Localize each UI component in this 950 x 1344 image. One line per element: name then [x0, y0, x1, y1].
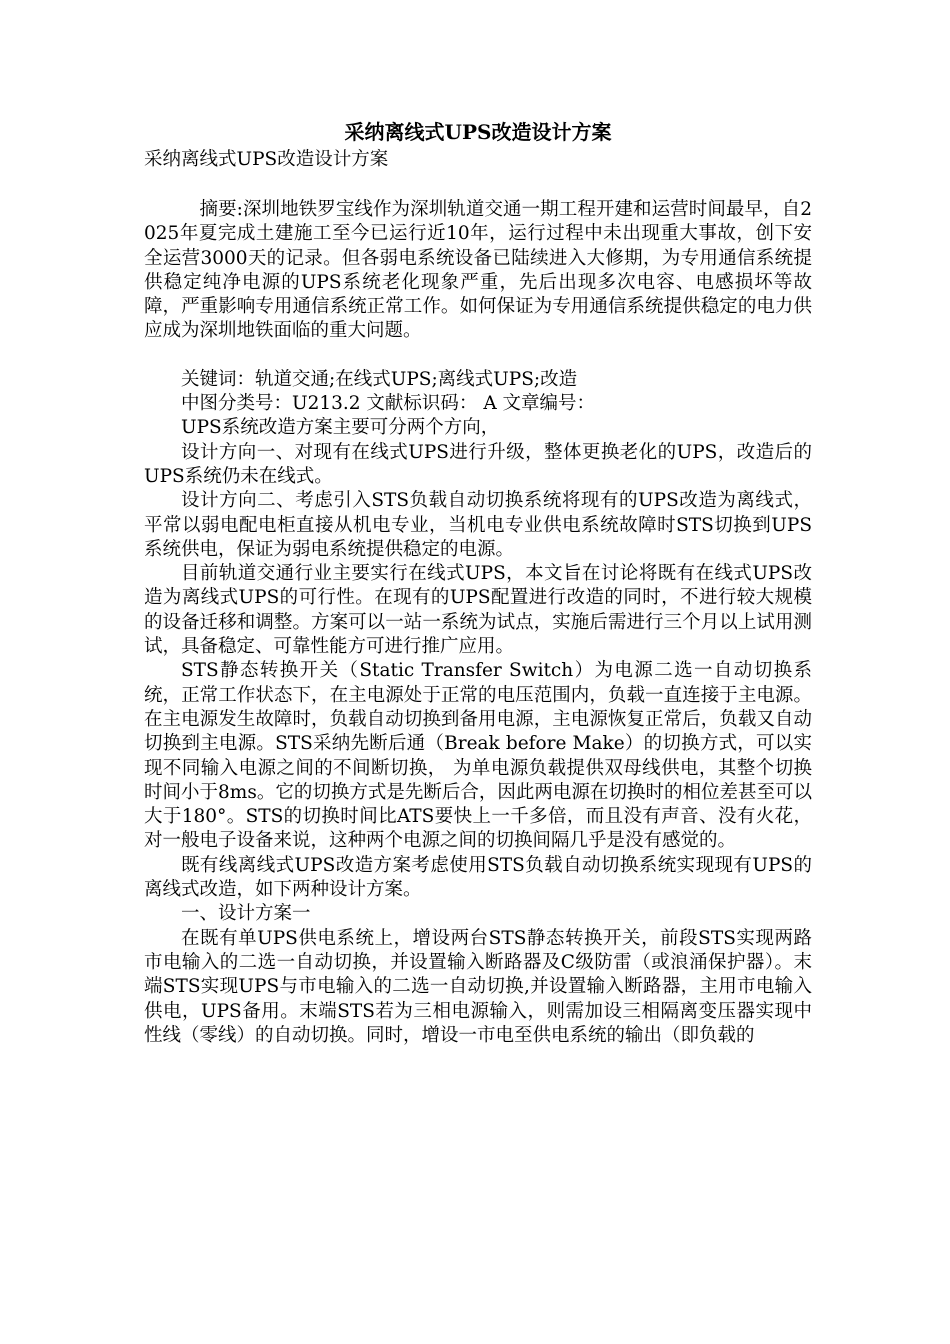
- abstract-paragraph: 摘要:深圳地铁罗宝线作为深圳轨道交通一期工程开建和运营时间最早，自2025年夏完成土建施工至今已运行近10年，运行过程中未出现重大事故，创下安全运营3000天的记录。但各弱电系统设备已陆续进入大修期，为专用通信系统提供稳定纯净电源的UPS系统老化现象严重，先后出现多次电容、电感损坏等故障，严重影响专用通信系统正常工作。如何保证为专用通信系统提供稳定的电力供应成为深圳地铁面临的重大问题。: [144, 199, 812, 342]
- body-paragraph: 既有线离线式UPS改造方案考虑使用STS负载自动切换系统实现现有UPS的离线式改造，如下两种设计方案。: [144, 854, 812, 901]
- body-paragraph: UPS系统改造方案主要可分两个方向，: [181, 417, 500, 439]
- body-paragraph: 设计方向二、考虑引入STS负载自动切换系统将现有的UPS改造为离线式，平常以弱电配电柜直接从机电专业，当机电专业供电系统故障时STS切换到UPS系统供电，保证为弱电系统提供稳定的电源。: [144, 490, 812, 560]
- body-paragraph: 目前轨道交通行业主要实行在线式UPS，本文旨在讨论将既有在线式UPS改造为离线式UPS的可行性。在现有的UPS配置进行改造的同时，不进行较大规模的设备迁移和调整。方案可以一站一系统为试点，实施后需进行三个月以上试用测试，具备稳定、可靠性能方可进行推广应用。: [144, 563, 812, 658]
- document-subtitle: 采纳离线式UPS改造设计方案: [144, 149, 389, 170]
- section-body-paragraph: 在既有单UPS供电系统上，增设两台STS静态转换开关，前段STS实现两路市电输入的二选一自动切换，并设置输入断路器及C级防雷（或浪涌保护器）。末端STS实现UPS与市电输入的二选一自动切换,并设置输入断路器，主用市电输入供电，UPS备用。末端STS若为三相电源输入，则需加设三相隔离变压器实现中性线（零线）的自动切换。同时，增设一市电至供电系统的输出（即负载的: [144, 927, 812, 1046]
- keywords-line: 关键词：轨道交通;在线式UPS;离线式UPS;改造: [181, 368, 578, 390]
- classification-line: 中图分类号：U213.2 文献标识码： A 文章编号：: [181, 393, 596, 415]
- document-page: [144, 118, 812, 1048]
- document-title: 采纳离线式UPS改造设计方案: [344, 120, 612, 144]
- body-paragraph: 设计方向一、对现有在线式UPS进行升级，整体更换老化的UPS，改造后的UPS系统仍未在线式。: [144, 441, 812, 487]
- body-paragraph: STS静态转换开关（Static Transfer Switch）为电源二选一自动切换系统，正常工作状态下，在主电源处于正常的电压范围内，负载一直连接于主电源。在主电源发生故障时，负载自动切换到备用电源，主电源恢复正常后，负载又自动切换到主电源。STS采纳先断后通（Break before Make）的切换方式，可以实现不同输入电源之间的不间断切换， 为单电源负载提供双母线供电，其整个切换时间小于8ms。它的切换方式是先断后合，因此两电源在切换时的相位差甚至可以大于180°。STS的切换时间比ATS要快上一千多倍，而且没有声音、没有火花，对一般电子设备来说，这种两个电源之间的切换间隔几乎是没有感觉的。: [144, 660, 812, 852]
- section-heading: 一、设计方案一: [181, 903, 311, 925]
